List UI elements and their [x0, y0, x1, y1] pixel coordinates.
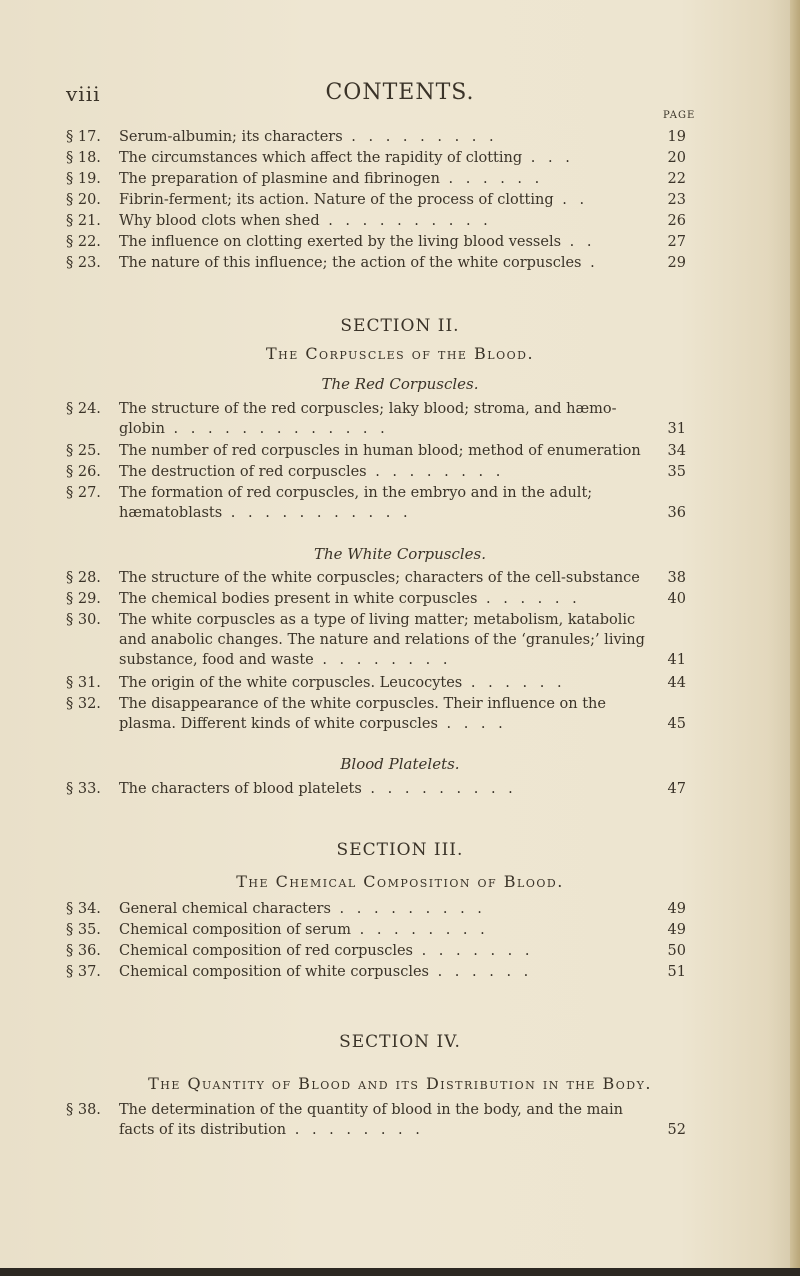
toc-entry — [66, 211, 686, 231]
entry-text: General chemical characters — [119, 901, 331, 917]
dot-leaders: . . . . . . — [428, 964, 533, 980]
page-number: 41 — [667, 652, 686, 668]
section-number: § 36. — [66, 943, 101, 959]
entry-text: The chemical bodies present in white corpuscles — [119, 591, 478, 607]
page-number: 22 — [667, 171, 686, 187]
section-number: § 28. — [66, 570, 101, 586]
dot-leaders: . . . . . . . — [412, 943, 534, 959]
toc-entry — [66, 610, 686, 670]
section-number: § 24. — [66, 401, 101, 417]
toc-entry — [66, 462, 686, 482]
section-heading: SECTION II. — [340, 316, 460, 336]
entry-text: The circumstances which affect the rapidity of clotting — [119, 150, 523, 166]
dot-leaders: . . — [553, 192, 589, 208]
page-number: 45 — [667, 716, 686, 732]
dot-leaders: . . . . . . . . — [351, 922, 489, 938]
entry-text: The characters of blood platelets — [119, 781, 362, 797]
section-number: § 20. — [66, 192, 101, 208]
page-number: 49 — [667, 922, 686, 938]
page-folio: viii — [66, 82, 101, 106]
toc-entry — [66, 148, 686, 168]
entry-text: Chemical composition of serum — [119, 922, 351, 938]
page-number: 40 — [667, 591, 686, 607]
dot-leaders: . . . . . . — [439, 171, 544, 187]
section-number: § 29. — [66, 591, 101, 607]
dot-leaders: . . . . . . — [477, 591, 581, 607]
page-number: 47 — [667, 781, 686, 797]
toc-entry — [66, 483, 686, 523]
toc-entry — [66, 962, 686, 982]
page-number: 36 — [667, 505, 686, 521]
entry-text: The destruction of red corpuscles — [119, 464, 367, 480]
dot-leaders: . . . . — [437, 716, 507, 732]
section-number: § 37. — [66, 964, 101, 980]
subsection-heading: The White Corpuscles. — [313, 545, 487, 563]
section-number: § 27. — [66, 485, 101, 501]
entry-text: The influence on clotting exerted by the living blood vessels — [119, 234, 562, 250]
section-heading: SECTION III. — [336, 840, 464, 860]
page-number: 27 — [667, 234, 686, 250]
toc-entry — [66, 127, 686, 147]
entry-text: Chemical composition of red corpuscles — [119, 943, 413, 959]
toc-entry — [66, 779, 686, 799]
page-number: 35 — [667, 464, 686, 480]
section-number: § 33. — [66, 781, 101, 797]
dot-leaders: . . . . . . . . . . . — [222, 505, 412, 521]
page-number: 49 — [667, 901, 686, 917]
section-number: § 38. — [66, 1102, 101, 1118]
dot-leaders: . . . . . . . . — [313, 652, 452, 668]
page-number: 26 — [667, 213, 686, 229]
entry-text: The white corpuscles as a type of living matter; metabolism, katabolic and anabolic changes. The nature and relations of the ‘granules;’ living substance, food and waste — [119, 612, 645, 668]
subsection-heading: Blood Platelets. — [340, 755, 460, 773]
dot-leaders: . . . . . . . . . — [330, 901, 486, 917]
dot-leaders: . — [581, 255, 599, 271]
dot-leaders: . . . — [522, 150, 574, 166]
section-number: § 34. — [66, 901, 101, 917]
page-number: 23 — [667, 192, 686, 208]
toc-entry — [66, 441, 686, 461]
section-number: § 21. — [66, 213, 101, 229]
toc-entry — [66, 673, 686, 693]
toc-entry — [66, 399, 686, 439]
dot-leaders: . . — [561, 234, 596, 250]
section-number: § 25. — [66, 443, 101, 459]
section-number: § 22. — [66, 234, 101, 250]
page-number: 50 — [667, 943, 686, 959]
dot-leaders: . . . . . . . . — [366, 464, 505, 480]
page-number: 19 — [667, 129, 686, 145]
entry-text: Fibrin-ferment; its action. Nature of the process of clotting — [119, 192, 554, 208]
toc-entry — [66, 694, 686, 734]
entry-text: The disappearance of the white corpuscles. Their influence on the plasma. Different kinds of white corpuscles — [119, 696, 606, 732]
section-number: § 23. — [66, 255, 101, 271]
entry-text: Why blood clots when shed — [119, 213, 320, 229]
dot-leaders: . . . . . . . . . — [361, 781, 517, 797]
page-number: 34 — [667, 443, 686, 459]
toc-entry — [66, 169, 686, 189]
page-number: 44 — [667, 675, 686, 691]
section-number: § 26. — [66, 464, 101, 480]
dot-leaders: . . . . . . . . . . — [319, 213, 492, 229]
entry-text: The structure of the red corpuscles; laky blood; stroma, and hæmo-globin — [119, 401, 617, 437]
section-number: § 19. — [66, 171, 101, 187]
toc-entry — [66, 190, 686, 210]
entry-text: The formation of red corpuscles, in the embryo and in the adult; hæmatoblasts — [119, 485, 593, 521]
section-heading: SECTION IV. — [339, 1032, 461, 1052]
section-number: § 30. — [66, 612, 101, 628]
toc-entry — [66, 920, 686, 940]
page-column-label: PAGE — [663, 110, 696, 121]
section-number: § 18. — [66, 150, 101, 166]
entry-text: Serum-albumin; its characters — [119, 129, 343, 145]
page-title: CONTENTS. — [325, 80, 475, 105]
toc-entry — [66, 589, 686, 609]
entry-text: The number of red corpuscles in human blood; method of enumeration — [119, 443, 641, 459]
toc-entry — [66, 1100, 686, 1140]
dot-leaders: . . . . . . . . . . . . . — [164, 421, 389, 437]
section-title: The Chemical Composition of Blood. — [236, 872, 564, 891]
entry-text: The determination of the quantity of blood in the body, and the main facts of its distribution — [119, 1102, 623, 1138]
dot-leaders: . . . . . . . . — [286, 1122, 424, 1138]
section-number: § 32. — [66, 696, 101, 712]
page-number: 38 — [667, 570, 686, 586]
toc-entry — [66, 253, 686, 273]
page-bottom-shadow — [0, 1268, 800, 1276]
page-number: 51 — [667, 964, 686, 980]
entry-text: The preparation of plasmine and fibrinogen — [119, 171, 440, 187]
running-head — [0, 80, 800, 110]
toc-entry — [66, 899, 686, 919]
dot-leaders: . . . . . . — [462, 675, 566, 691]
page-number: 20 — [667, 150, 686, 166]
subsection-heading: The Red Corpuscles. — [321, 375, 479, 393]
entry-text: The structure of the white corpuscles; characters of the cell-substance — [119, 570, 640, 586]
section-number: § 17. — [66, 129, 101, 145]
toc-entry — [66, 568, 686, 588]
toc-entry — [66, 232, 686, 252]
section-title: The Corpuscles of the Blood. — [265, 344, 535, 363]
entry-text: The nature of this influence; the action of the white corpuscles — [119, 255, 582, 271]
toc-entry — [66, 941, 686, 961]
section-title: The Quantity of Blood and its Distribution in the Body. — [148, 1074, 652, 1093]
section-number: § 31. — [66, 675, 101, 691]
page-number: 29 — [667, 255, 686, 271]
entry-text: The origin of the white corpuscles. Leucocytes — [119, 675, 463, 691]
section-number: § 35. — [66, 922, 101, 938]
entry-text: Chemical composition of white corpuscles — [119, 964, 429, 980]
page-number: 31 — [667, 421, 686, 437]
page-number: 52 — [667, 1122, 686, 1138]
dot-leaders: . . . . . . . . . — [342, 129, 498, 145]
